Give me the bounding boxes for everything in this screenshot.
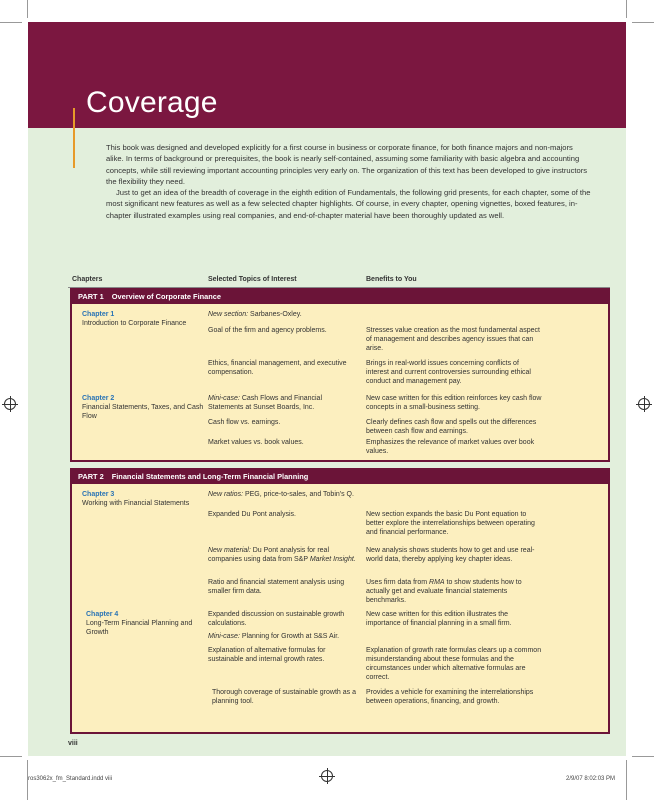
chapter-name: Long-Term Financial Planning and Growth — [86, 620, 193, 636]
part-heading — [72, 290, 608, 304]
page-title: Coverage — [86, 86, 218, 119]
registration-mark-icon — [321, 770, 333, 782]
topic-cell: Expanded discussion on sustainable growth calculations. — [208, 611, 345, 627]
topic-cell: Cash flow vs. earnings. — [208, 419, 281, 426]
title-accent-bar — [73, 108, 75, 168]
topic-cell — [208, 310, 358, 319]
chapter-cell — [82, 490, 206, 508]
chapter-cell — [86, 610, 206, 637]
part-title: Overview of Corporate Finance — [111, 292, 221, 301]
intro-text — [106, 142, 591, 221]
crop-mark — [0, 756, 22, 757]
benefit-cell: Emphasizes the relevance of market values over book values. — [366, 439, 535, 455]
part-number: PART 1 — [78, 292, 104, 301]
intro-paragraph: Just to get an idea of the breadth of coverage in the eighth edition of Fundamentals, the following grid presents, for each chapter, some of the most significant new features as well as a few selected chapter highlights. Of course, in every chapter, opening vignettes, boxed features, in-chapter illustrated examples using real companies, and end-of-chapter material have been thoroughly updated as well. — [106, 188, 591, 220]
topic-cell: Market values vs. book values. — [208, 439, 304, 446]
topic-cell: Thorough coverage of sustainable growth as a planning tool. — [212, 689, 356, 705]
part-heading — [72, 470, 608, 484]
registration-mark-icon — [4, 398, 16, 410]
benefit-text: to show students how to actually get and evaluate financial statements benchmarks. — [366, 579, 522, 604]
benefit-text: Uses firm data from — [366, 579, 430, 586]
benefit-cell: Stresses value creation as the most fundamental aspect of management and describes agency issues that can arise. — [366, 327, 540, 352]
crop-mark — [626, 0, 627, 18]
benefit-cell: New analysis shows students how to get and use real-world data, thereby applying key chapter ideas. — [366, 547, 535, 563]
crop-mark — [632, 22, 654, 23]
crop-mark — [632, 756, 654, 757]
topic-cell: Expanded Du Pont analysis. — [208, 511, 296, 518]
crop-mark — [0, 22, 22, 23]
topic-cell: Ethics, financial management, and executive compensation. — [208, 360, 347, 376]
intro-paragraph: This book was designed and developed explicitly for a first course in business or corporate finance, for both finance majors and non-majors alike. In terms of background or prerequisites, the book is nearly self-contained, assuming some familiarity with basic algebra and accounting concepts, while still reviewing important accounting principles very early on. The organization of this text has been developed to give instructors the flexibility they need. — [106, 143, 588, 186]
benefit-cell: Provides a vehicle for examining the interrelationships between operations, financing, and growth. — [366, 689, 534, 705]
chapter-label: Chapter 4 — [86, 611, 119, 618]
chapter-cell — [82, 394, 206, 421]
topic-cell: Explanation of alternative formulas for sustainable and internal growth rates. — [208, 647, 326, 663]
part-1-table — [70, 288, 610, 462]
benefit-cell: Brings in real-world issues concerning conflicts of interest and current controversies surrounding ethical conduct and management pay. — [366, 360, 531, 385]
topic-cell — [208, 546, 358, 564]
topic-label: New section: — [208, 311, 249, 318]
part-title: Financial Statements and Long-Term Financial Planning — [111, 472, 309, 481]
crop-mark — [626, 760, 627, 800]
page-number: viii — [68, 740, 78, 747]
book-page — [28, 22, 626, 756]
column-header-benefits: Benefits to You — [366, 276, 417, 283]
chapter-name: Introduction to Corporate Finance — [82, 320, 187, 327]
column-header-chapters: Chapters — [72, 276, 103, 283]
topic-text: Du Pont analysis for real companies using data from S&P — [208, 547, 329, 563]
topic-cell — [208, 394, 358, 412]
benefit-cell: Clearly defines cash flow and spells out the differences between cash flow and earnings. — [366, 419, 537, 435]
topic-cell — [208, 490, 358, 499]
chapter-name: Working with Financial Statements — [82, 500, 190, 507]
part-2-table — [70, 468, 610, 734]
benefit-cell: New section expands the basic Du Pont equation to better explore the interrelationships between operating and financial performance. — [366, 511, 535, 536]
benefit-cell: Explanation of growth rate formulas clears up a common misunderstanding about these formulas and the circumstances under which alternative formulas are correct. — [366, 647, 542, 681]
topic-text: PEG, price-to-sales, and Tobin's Q. — [243, 491, 354, 498]
chapter-name: Financial Statements, Taxes, and Cash Flow — [82, 404, 204, 420]
crop-mark — [27, 0, 28, 18]
topic-label: Mini-case: — [208, 395, 240, 402]
topic-cell — [208, 632, 358, 641]
chapter-label: Chapter 2 — [82, 395, 115, 402]
part-number: PART 2 — [78, 472, 104, 481]
topic-label: New ratios: — [208, 491, 244, 498]
topic-text: Sarbanes-Oxley. — [248, 311, 302, 318]
benefit-cell — [366, 578, 542, 605]
topic-source: Market Insight. — [309, 556, 356, 563]
topic-text: Planning for Growth at S&S Air. — [239, 633, 340, 640]
slug-filename: ros3062x_fm_Standard.indd viii — [28, 776, 113, 782]
benefit-cell: New case written for this edition illustrates the importance of financial planning in a small firm. — [366, 611, 512, 627]
slug-timestamp: 2/9/07 8:02:03 PM — [566, 776, 616, 782]
topic-cell: Ratio and financial statement analysis using smaller firm data. — [208, 579, 345, 595]
benefit-cell: New case written for this edition reinforces key cash flow concepts in a small-business setting. — [366, 395, 542, 411]
chapter-label: Chapter 1 — [82, 311, 115, 318]
topic-text: Cash Flows and Financial Statements at Sunset Boards, Inc. — [208, 395, 322, 411]
topic-label: Mini-case: — [208, 633, 240, 640]
chapter-cell — [82, 310, 206, 328]
column-header-topics: Selected Topics of Interest — [208, 276, 297, 283]
benefit-source: RMA — [429, 579, 445, 586]
registration-mark-icon — [638, 398, 650, 410]
topic-cell: Goal of the firm and agency problems. — [208, 327, 327, 334]
topic-label: New material: — [208, 547, 251, 554]
chapter-label: Chapter 3 — [82, 491, 115, 498]
